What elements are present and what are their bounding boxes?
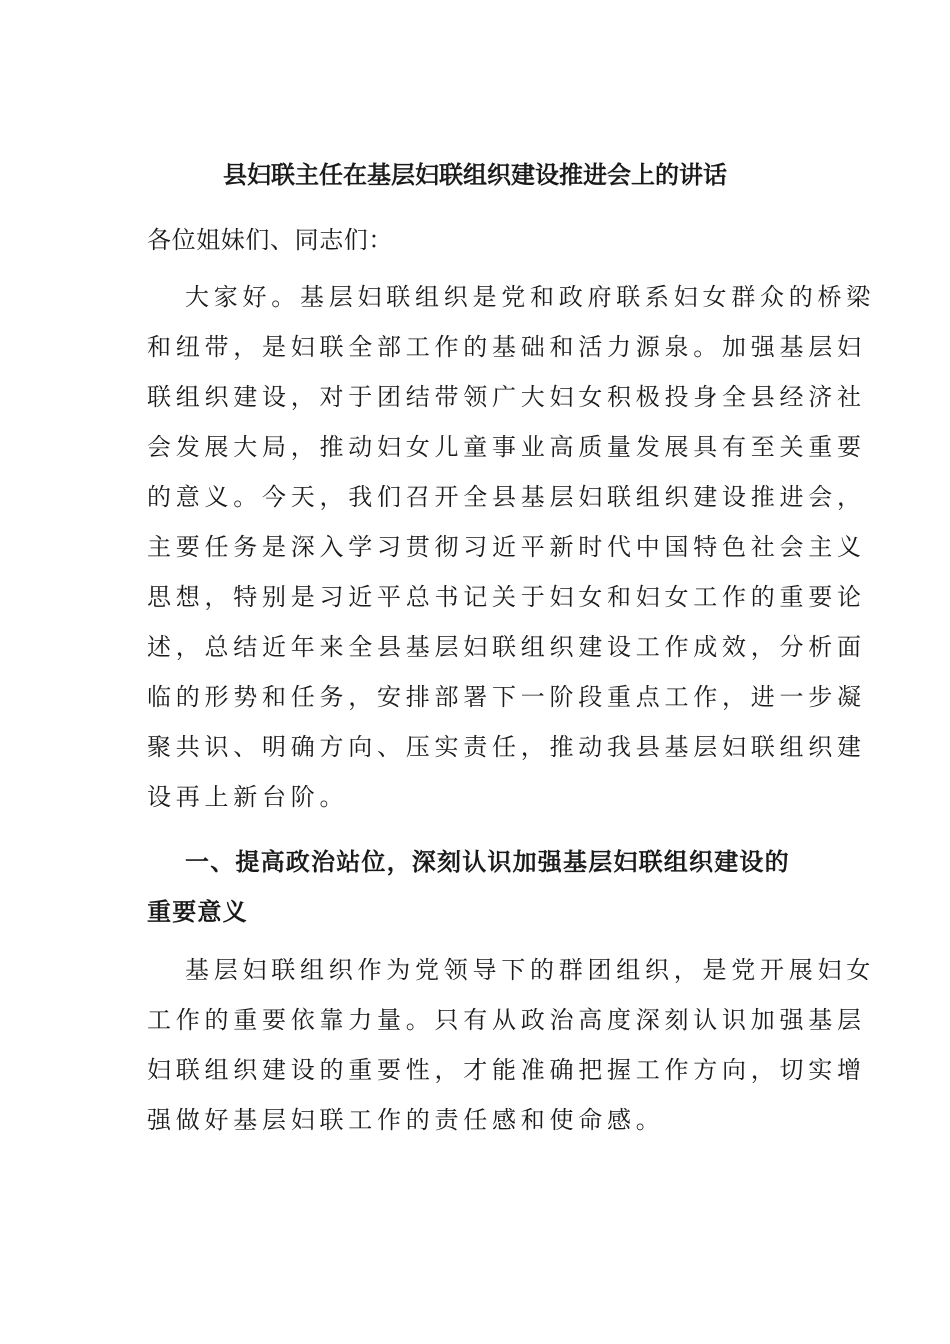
paragraph-line: 联组织建设，对于团结带领广大妇女积极投身全县经济社 [147,383,866,411]
paragraph-line: 妇联组织建设的重要性，才能准确把握工作方向，切实增 [147,1056,866,1084]
paragraph-section-1 [147,945,875,1145]
paragraph-line: 思想，特别是习近平总书记关于妇女和妇女工作的重要论 [147,583,866,611]
paragraph-line: 的意义。今天，我们召开全县基层妇联组织建设推进会， [147,483,866,511]
section-heading-1 [147,837,807,937]
paragraph-line: 工作的重要依靠力量。只有从政治高度深刻认识加强基层 [147,1006,866,1034]
heading-line: 一、提高政治站位，深刻认识加强基层妇联组织建设的 [185,847,790,876]
paragraph-line: 聚共识、明确方向、压实责任，推动我县基层妇联组织建 [147,733,866,761]
paragraph-line: 临的形势和任务，安排部署下一阶段重点工作，进一步凝 [147,683,866,711]
paragraph-line: 主要任务是深入学习贯彻习近平新时代中国特色社会主义 [147,533,866,561]
paragraph-line: 大家好。基层妇联组织是党和政府联系妇女群众的桥梁 [185,283,875,311]
document-title: 县妇联主任在基层妇联组织建设推进会上的讲话 [223,160,727,189]
salutation: 各位姐妹们、同志们： [147,226,393,254]
paragraph-line: 会发展大局，推动妇女儿童事业高质量发展具有至关重要 [147,433,866,461]
paragraph-intro [147,272,875,822]
paragraph-line: 设再上新台阶。 [147,783,349,811]
paragraph-line: 强做好基层妇联工作的责任感和使命感。 [147,1106,665,1134]
paragraph-line: 和纽带，是妇联全部工作的基础和活力源泉。加强基层妇 [147,333,866,361]
paragraph-line: 基层妇联组织作为党领导下的群团组织，是党开展妇女 [185,956,875,984]
paragraph-line: 述，总结近年来全县基层妇联组织建设工作成效，分析面 [147,633,866,661]
heading-line: 重要意义 [147,897,248,926]
